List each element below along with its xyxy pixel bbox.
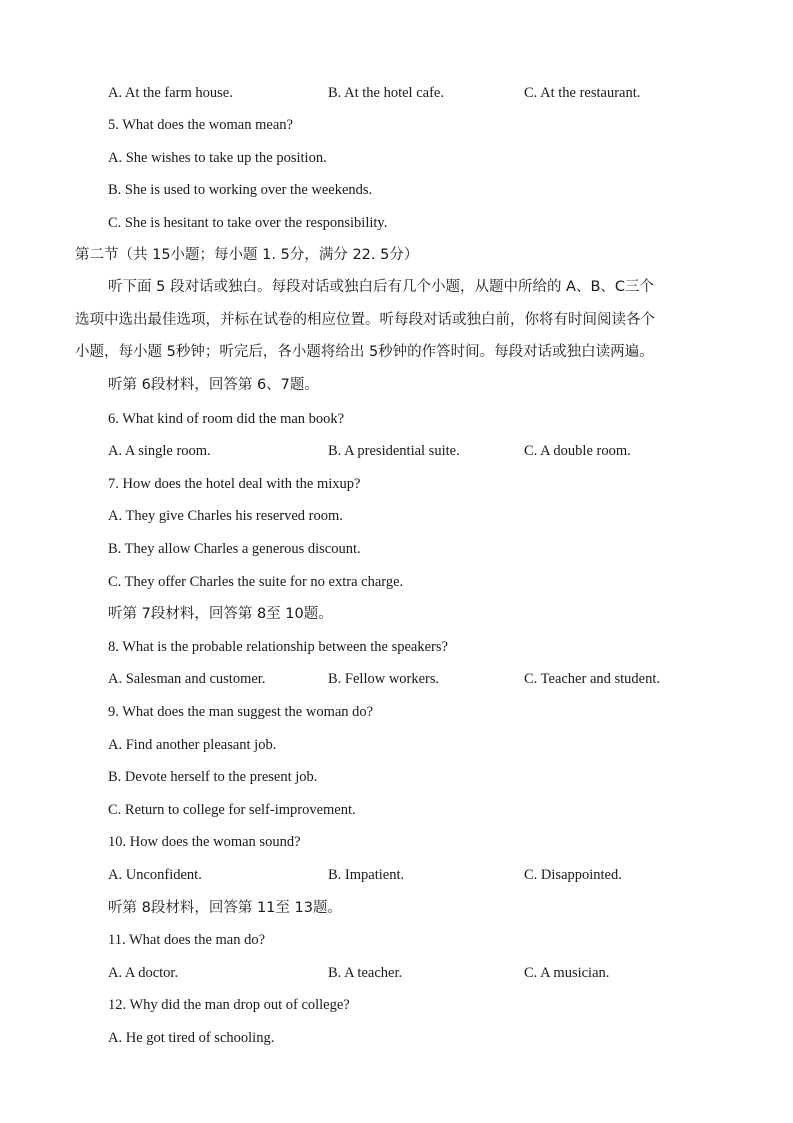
option-a: A. A doctor. <box>108 965 179 981</box>
instruction-line-2: 选项中选出最佳选项，并标在试卷的相应位置。听每段对话或独白前，你将有时间阅读各个 <box>75 312 655 328</box>
instruction-line-3: 小题，每小题 5秒钟；听完后，各小题将给出 5秒钟的作答时间。每段对话或独白读两遍。 <box>75 344 654 360</box>
option-b: B. A teacher. <box>328 965 403 981</box>
q4-options-row <box>0 82 793 104</box>
q5-option-b: B. She is used to working over the weekends. <box>108 182 373 198</box>
q11-options-row <box>0 962 793 984</box>
option-c: C. At the restaurant. <box>524 85 641 101</box>
question-7: 7. How does the hotel deal with the mixup? <box>108 476 361 492</box>
q9-option-b: B. Devote herself to the present job. <box>108 769 318 785</box>
q5-option-c: C. She is hesitant to take over the responsibility. <box>108 215 388 231</box>
option-a: A. Unconfident. <box>108 867 202 883</box>
q7-option-c: C. They offer Charles the suite for no extra charge. <box>108 574 404 590</box>
q10-options-row <box>0 864 793 886</box>
option-b: B. Impatient. <box>328 867 405 883</box>
option-c: C. Teacher and student. <box>524 671 661 687</box>
question-8: 8. What is the probable relationship between the speakers? <box>108 639 448 655</box>
question-6: 6. What kind of room did the man book? <box>108 411 345 427</box>
question-5: 5. What does the woman mean? <box>108 117 293 133</box>
question-10: 10. How does the woman sound? <box>108 834 301 850</box>
question-11: 11. What does the man do? <box>108 932 266 948</box>
q9-option-c: C. Return to college for self-improvement. <box>108 802 356 818</box>
q9-option-a: A. Find another pleasant job. <box>108 737 277 753</box>
option-c: C. Disappointed. <box>524 867 622 883</box>
q7-option-b: B. They allow Charles a generous discount. <box>108 541 361 557</box>
option-c: C. A musician. <box>524 965 610 981</box>
option-b: B. At the hotel cafe. <box>328 85 444 101</box>
option-a: A. A single room. <box>108 443 211 459</box>
material-6-intro: 听第 6段材料，回答第 6、7题。 <box>108 377 319 393</box>
q5-option-a: A. She wishes to take up the position. <box>108 150 327 166</box>
q8-options-row <box>0 668 793 690</box>
question-12: 12. Why did the man drop out of college? <box>108 997 350 1013</box>
instruction-line-1: 听下面 5 段对话或独白。每段对话或独白后有几个小题，从题中所给的 A、B、C三个 <box>108 279 655 295</box>
material-7-intro: 听第 7段材料，回答第 8至 10题。 <box>108 606 333 622</box>
option-c: C. A double room. <box>524 443 631 459</box>
q12-option-a: A. He got tired of schooling. <box>108 1030 275 1046</box>
question-9: 9. What does the man suggest the woman do? <box>108 704 374 720</box>
option-a: A. Salesman and customer. <box>108 671 266 687</box>
q7-option-a: A. They give Charles his reserved room. <box>108 508 343 524</box>
option-a: A. At the farm house. <box>108 85 233 101</box>
q6-options-row <box>0 440 793 462</box>
section-heading: 第二节（共 15小题；每小题 1. 5分，满分 22. 5分） <box>75 247 419 263</box>
material-8-intro: 听第 8段材料，回答第 11至 13题。 <box>108 900 342 916</box>
option-b: B. A presidential suite. <box>328 443 460 459</box>
option-b: B. Fellow workers. <box>328 671 440 687</box>
